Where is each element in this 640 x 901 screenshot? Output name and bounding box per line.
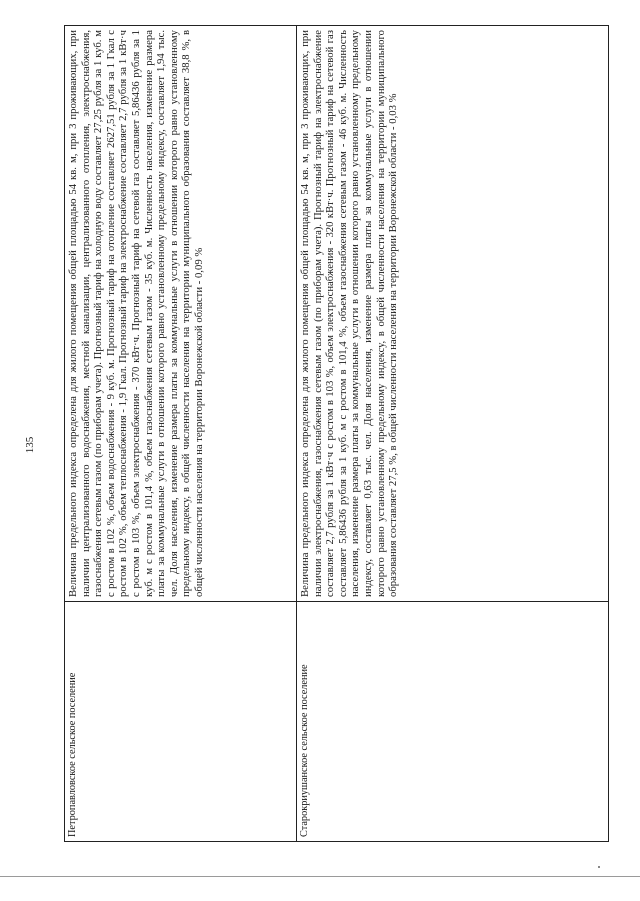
index-description-cell: Величина предельного индекса определена для жилого помещения общей площадью 54 кв. м, при 3 проживающих, при наличии электроснабжения, газоснабжения сетевым газом (по приборам учета). Прогнозный тариф на электроснабжение составляет 2,7 рубля за 1 кВт·ч с ростом в 103 %, объем электроснабжения - 320 кВт·ч. Прогнозный тариф на сетевой газ составляет 5,86436 рубля за 1 куб. м с ростом в 101,4 %, объем газоснабжения сетевым газом - 46 куб. м. Численность населения, изменение размера платы за коммунальные услуги в отношении которого равно установленному предельному индексу, составляет 0,63 тыс. чел. Доля населения, изменение размера платы за коммунальные услуги в отношении которого равно установленному предельному индексу, в общей численности населения на территории муниципального образования составляет 27,5 %, в общей численности населения на территории Воронежской области - 0,03 % <box>297 26 609 602</box>
table-row <box>297 26 609 842</box>
settlements-index-table <box>64 25 609 842</box>
scan-speck <box>598 866 600 868</box>
index-description-cell: Величина предельного индекса определена для жилого помещения общей площадью 54 кв. м, при 3 проживающих, при наличии централизованного водоснабжения, местной канализации, централизованного отопления, электроснабжения, газоснабжения сетевым газом (по приборам учета). Прогнозный тариф на холодную воду составляет 27,25 рубля за 1 куб. м с ростом в 102 %, объем водоснабжения - 9 куб. м. Прогнозный тариф на отопление составляет 2627,51 рубля за 1 Гкал с ростом в 102 %, объем теплоснабжения - 1,9 Гкал. Прогнозный тариф на электроснабжение составляет 2,7 рубля за 1 кВт·ч с ростом в 103 %, объем электроснабжения - 370 кВт·ч. Прогнозный тариф на сетевой газ составляет 5,86436 рубля за 1 куб. м с ростом в 101,4 %, объем газоснабжения сетевым газом - 35 куб. м. Численность населения, изменение размера платы за коммунальные услуги в отношении которого равно установленному предельному индексу, составляет 1,94 тыс. чел. Доля населения, изменение размера платы за коммунальные услуги в отношении которого равно установленному предельному индексу, в общей численности населения на территории муниципального образования составляет 38,8 %, в общей численности населения на территории Воронежской области - 0,09 % <box>65 26 297 602</box>
table-row <box>65 26 297 842</box>
rotated-table-container <box>64 26 608 842</box>
page-number: 135 <box>24 436 36 454</box>
settlement-name-cell: Петропавловское сельское поселение <box>65 602 297 842</box>
scan-edge-line <box>0 876 640 877</box>
settlement-name-cell: Старокриушанское сельское поселение <box>297 602 609 842</box>
